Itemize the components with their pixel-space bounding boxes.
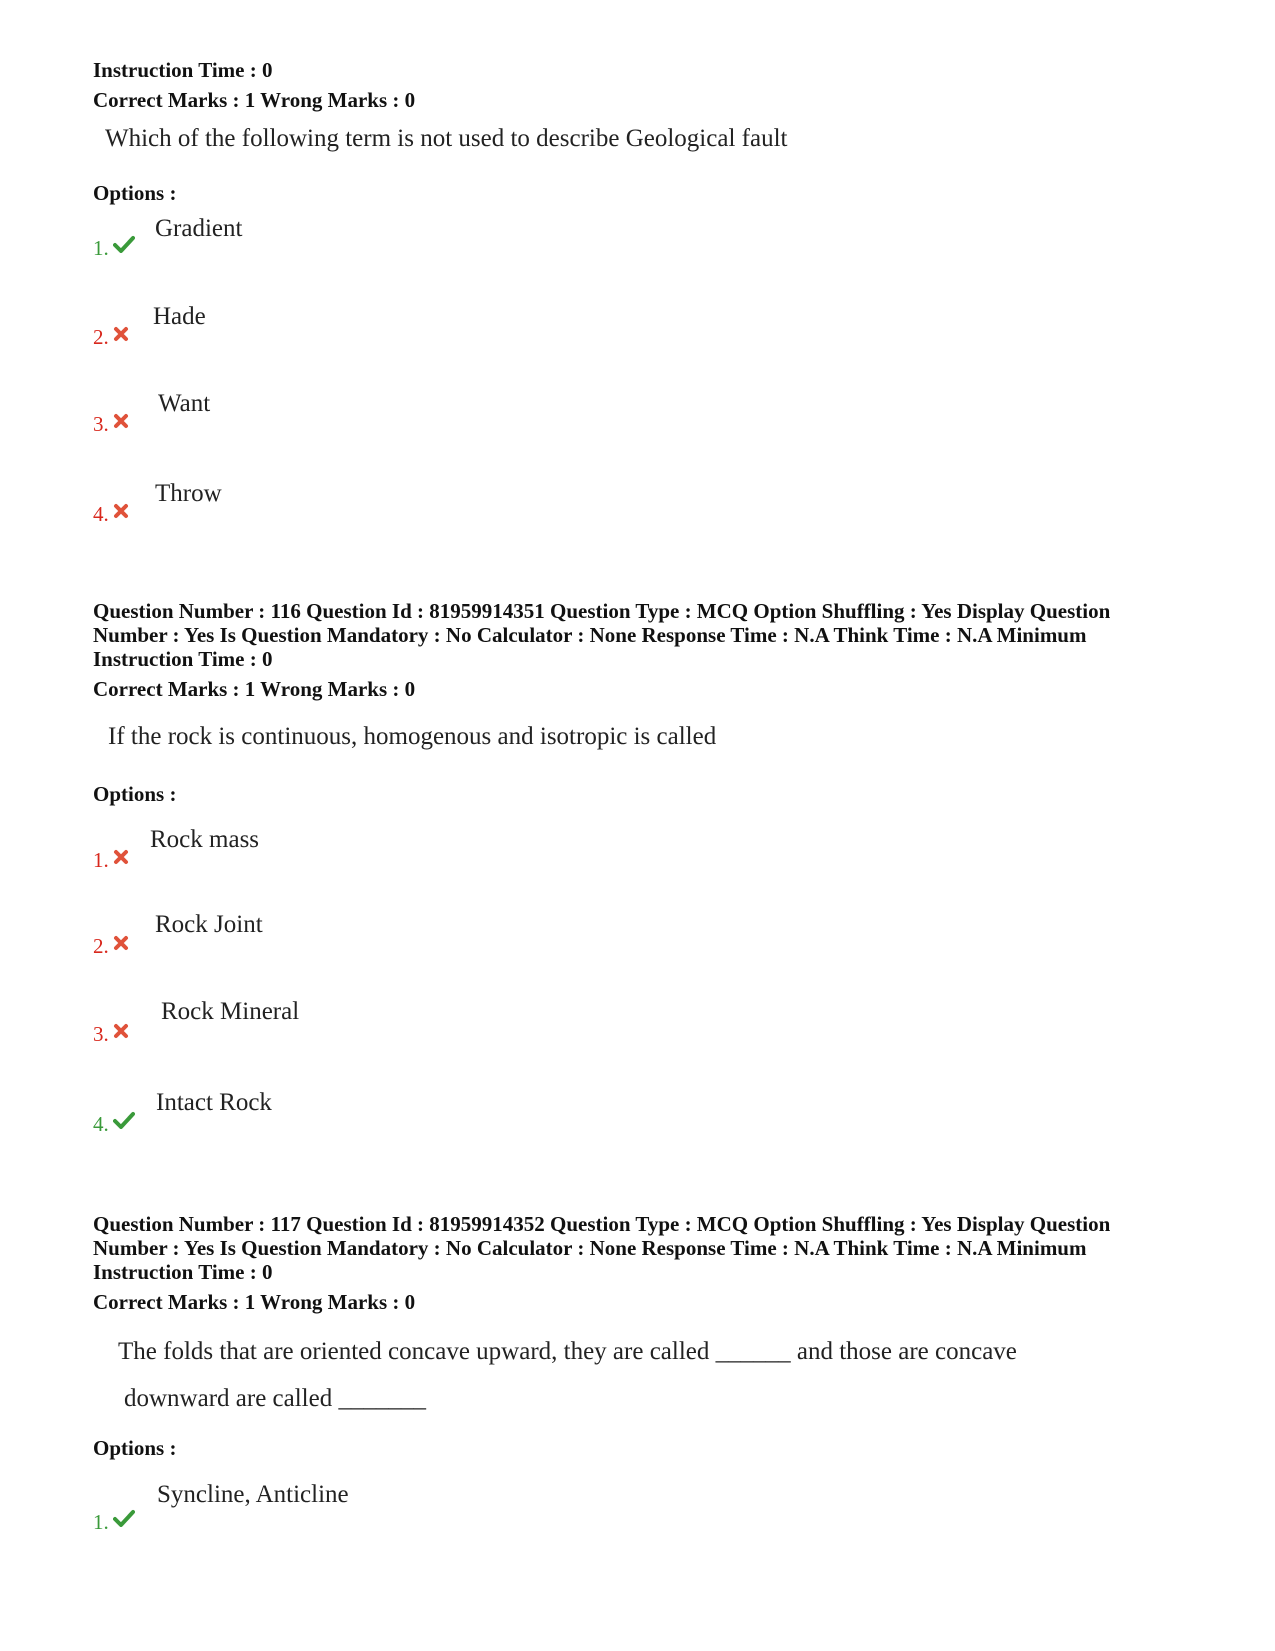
option-text: Throw <box>155 480 222 507</box>
cross-icon <box>113 410 129 434</box>
cross-icon <box>113 932 129 956</box>
question-header: Question Number : 116 Question Id : 81959914351 Question Type : MCQ Option Shuffling : Yes Display Question <box>93 599 1111 623</box>
cross-icon <box>113 323 129 347</box>
option-number: 3. <box>93 412 129 438</box>
question-header: Number : Yes Is Question Mandatory : No Calculator : None Response Time : N.A Think Time : N.A Minimum <box>93 623 1087 647</box>
question-text: The folds that are oriented concave upward, they are called ______ and those are concave <box>118 1338 1017 1365</box>
options-label: Options : <box>93 1436 177 1460</box>
option-number: 4. <box>93 502 129 528</box>
options-label: Options : <box>93 782 177 806</box>
cross-icon <box>113 846 129 870</box>
marks-info: Correct Marks : 1 Wrong Marks : 0 <box>93 88 416 112</box>
question-header: Instruction Time : 0 <box>93 1260 273 1284</box>
option-text: Rock mass <box>150 826 260 853</box>
option-number: 1. <box>93 1510 135 1536</box>
option-number: 1. <box>93 848 129 874</box>
option-number: 4. <box>93 1112 135 1138</box>
option-text: Rock Joint <box>155 911 263 938</box>
marks-info: Correct Marks : 1 Wrong Marks : 0 <box>93 1290 416 1314</box>
option-number: 3. <box>93 1022 129 1048</box>
question-text: If the rock is continuous, homogenous and isotropic is called <box>108 723 717 750</box>
question-header: Question Number : 117 Question Id : 81959914352 Question Type : MCQ Option Shuffling : Yes Display Question <box>93 1212 1111 1236</box>
question-text: Which of the following term is not used to describe Geological fault <box>105 125 788 152</box>
instruction-time: Instruction Time : 0 <box>93 58 273 82</box>
option-text: Syncline, Anticline <box>157 1481 349 1508</box>
cross-icon <box>113 500 129 524</box>
option-number: 2. <box>93 325 129 351</box>
question-text: downward are called _______ <box>124 1385 426 1412</box>
check-icon <box>113 1508 135 1532</box>
option-text: Rock Mineral <box>161 998 300 1025</box>
check-icon <box>113 234 135 258</box>
options-label: Options : <box>93 181 177 205</box>
question-header: Number : Yes Is Question Mandatory : No Calculator : None Response Time : N.A Think Time : N.A Minimum <box>93 1236 1087 1260</box>
cross-icon <box>113 1020 129 1044</box>
option-text: Want <box>158 390 211 417</box>
option-text: Hade <box>153 303 206 330</box>
marks-info: Correct Marks : 1 Wrong Marks : 0 <box>93 677 416 701</box>
option-text: Intact Rock <box>156 1089 272 1116</box>
option-number: 2. <box>93 934 129 960</box>
option-number: 1. <box>93 236 135 262</box>
option-text: Gradient <box>155 215 243 242</box>
question-header: Instruction Time : 0 <box>93 647 273 671</box>
check-icon <box>113 1110 135 1134</box>
